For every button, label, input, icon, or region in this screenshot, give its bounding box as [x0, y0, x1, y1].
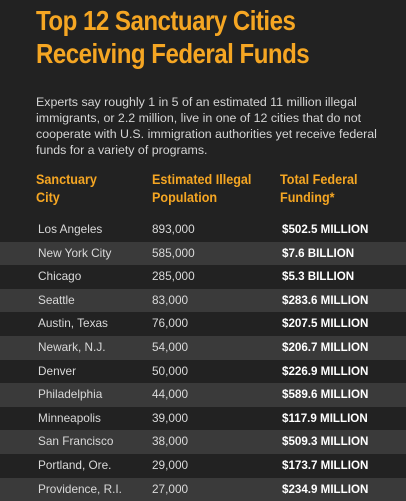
cell-population: 29,000: [152, 457, 189, 472]
page-title: [36, 4, 346, 70]
cell-city: Portland, Ore.: [38, 457, 112, 472]
cell-population: 893,000: [152, 222, 195, 236]
cell-funding: $207.5 MILLION: [282, 317, 369, 331]
table-row: [0, 360, 406, 384]
data-table: [0, 218, 406, 501]
cell-city: San Francisco: [38, 434, 114, 449]
cell-funding: $234.9 MILLION: [282, 482, 369, 496]
title-line-1: Top 12 Sanctuary Cities: [36, 5, 296, 36]
cell-funding: $226.9 MILLION: [282, 364, 369, 378]
title-line-2: Receiving Federal Funds: [36, 38, 310, 69]
cell-funding: $589.6 MILLION: [282, 388, 369, 402]
column-header-population-line1: Estimated Illegal: [152, 171, 252, 187]
table-row: [0, 336, 406, 360]
column-header-funding-line2: Funding*: [280, 189, 335, 205]
cell-city: New York City: [38, 245, 112, 260]
cell-city: Providence, R.I.: [38, 481, 122, 496]
cell-population: 39,000: [152, 410, 189, 425]
cell-population: 38,000: [152, 434, 189, 449]
table-row: [0, 242, 406, 266]
cell-funding: $7.6 BILLION: [282, 246, 355, 260]
cell-funding: $173.7 MILLION: [282, 458, 369, 472]
column-header-funding-line1: Total Federal: [280, 171, 358, 187]
table-row: [0, 383, 406, 407]
cell-population: 27,000: [152, 481, 189, 496]
table-row: [0, 289, 406, 313]
table-row: [0, 430, 406, 454]
cell-city: Philadelphia: [38, 387, 103, 402]
table-row: [0, 312, 406, 336]
column-header-city: [36, 170, 126, 206]
cell-city: Denver: [38, 363, 77, 378]
cell-population: 76,000: [152, 316, 189, 331]
table-row: [0, 218, 406, 242]
column-header-population-line2: Population: [152, 189, 218, 205]
cell-funding: $206.7 MILLION: [282, 340, 369, 354]
cell-city: Chicago: [38, 269, 82, 284]
cell-city: Los Angeles: [38, 222, 103, 236]
table-row: [0, 407, 406, 431]
cell-funding: $5.3 BILLION: [282, 270, 355, 284]
table-row: [0, 478, 406, 501]
cell-population: 50,000: [152, 363, 189, 378]
intro-text: Experts say roughly 1 in 5 of an estimated 11 million illegal immigrants, or 2.2 million, live in one of 12 cities that do not cooperate with U.S. immigration authorities yet receive federal funds for a variety of programs.: [36, 95, 377, 157]
cell-population: 285,000: [152, 269, 195, 284]
cell-funding: $283.6 MILLION: [282, 293, 369, 307]
table-row: [0, 265, 406, 289]
cell-funding: $502.5 MILLION: [282, 223, 369, 236]
column-header-funding: [280, 170, 388, 206]
cell-population: 83,000: [152, 292, 189, 307]
cell-population: 54,000: [152, 339, 189, 354]
cell-funding: $117.9 MILLION: [282, 411, 368, 425]
cell-city: Newark, N.J.: [38, 339, 106, 354]
column-header-population: [152, 170, 260, 206]
column-header-city-line2: City: [36, 189, 60, 205]
cell-city: Minneapolis: [38, 410, 101, 425]
table-row: [0, 454, 406, 478]
cell-population: 585,000: [152, 245, 195, 260]
cell-funding: $509.3 MILLION: [282, 435, 369, 449]
cell-population: 44,000: [152, 387, 189, 402]
cell-city: Austin, Texas: [38, 316, 108, 331]
column-header-city-line1: Sanctuary: [36, 171, 97, 187]
cell-city: Seattle: [38, 292, 75, 307]
